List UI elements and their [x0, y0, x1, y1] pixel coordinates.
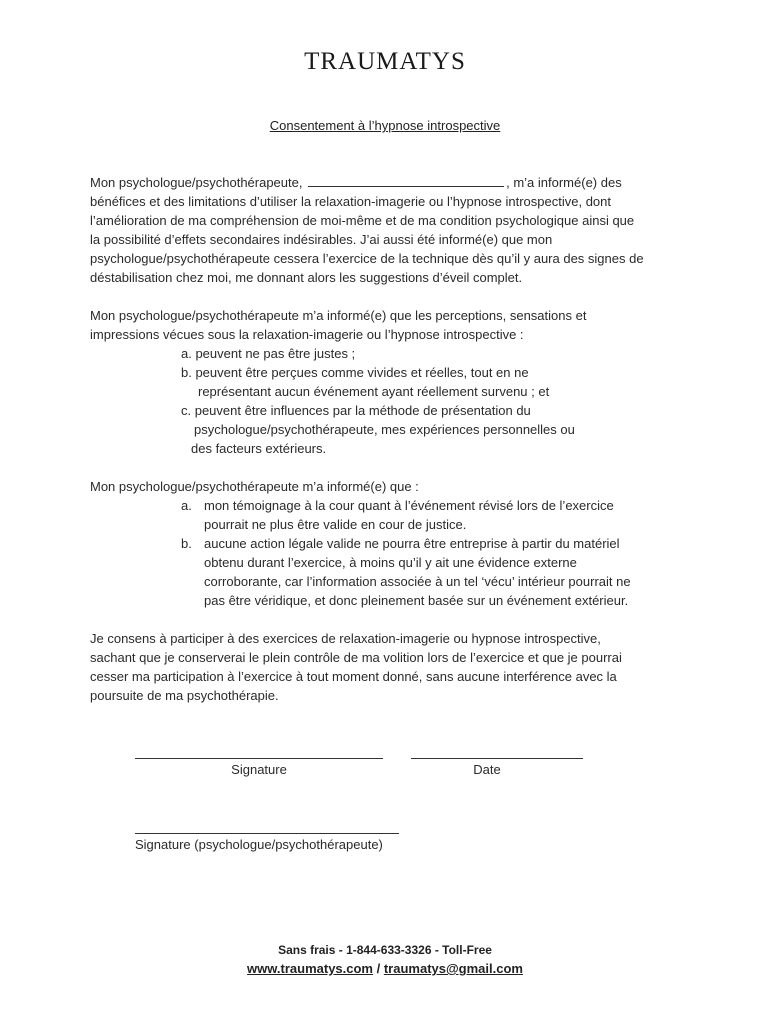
paragraph-line: cesser ma participation à l’exercice à tout moment donné, sans aucune interférence avec la [90, 669, 617, 684]
paragraph-line: l’amélioration de ma compréhension de moi-même et de ma condition psychologique ainsi que [90, 213, 635, 228]
date-label: Date [473, 762, 501, 777]
website-link[interactable]: www.traumatys.com [247, 961, 373, 976]
list-item: c. peuvent être influences par la méthode de présentation du [181, 403, 531, 418]
list-item: mon témoignage à la cour quant à l’événement révisé lors de l’exercice [204, 498, 614, 513]
paragraph-legal [90, 477, 690, 496]
paragraph-line: Mon psychologue/psychothérapeute m’a informé(e) que : [90, 479, 419, 494]
therapist-signature-label: Signature (psychologue/psychothérapeute) [135, 837, 383, 852]
list-item-continuation: des facteurs extérieurs. [191, 441, 327, 456]
paragraph-perceptions [90, 306, 690, 344]
signature-line[interactable] [135, 758, 383, 759]
document-title: TRAUMATYS [304, 48, 466, 75]
list-item-continuation: obtenu durant l’exercice, à moins qu’il y ait une évidence externe [204, 555, 577, 570]
list-item-continuation: pas être véridique, et donc pleinement basée sur un événement extérieur. [204, 593, 629, 608]
list-item-continuation: corroborante, car l’information associée à un tel ‘vécu’ intérieur pourrait ne [204, 574, 631, 589]
paragraph-therapist-info [90, 173, 690, 287]
paragraph-line: impressions vécues sous la relaxation-imagerie ou l’hypnose introspective : [90, 327, 524, 342]
paragraph-line: bénéfices et des limitations d’utiliser la relaxation-imagerie ou l’hypnose introspective, dont [90, 194, 611, 209]
footer-phone: Sans frais - 1-844-633-3326 - Toll-Free [278, 943, 492, 957]
list-marker: b. [181, 536, 192, 551]
paragraph-text: Mon psychologue/psychothérapeute, [90, 175, 303, 190]
paragraph-consent [90, 629, 690, 705]
list-item-continuation: représentant aucun événement ayant réellement survenu ; et [198, 384, 550, 399]
paragraph-line: psychologue/psychothérapeute cessera l’exercice de la technique dès qu’il y aura des signes de [90, 251, 644, 266]
list-marker: a. [181, 498, 192, 513]
therapist-name-blank[interactable] [308, 174, 504, 187]
list-item: aucune action légale valide ne pourra être entreprise à partir du matériel [204, 536, 620, 551]
document-subtitle: Consentement à l’hypnose introspective [269, 118, 501, 133]
list-item: a. peuvent ne pas être justes ; [181, 346, 356, 361]
list-item-continuation: psychologue/psychothérapeute, mes expériences personnelles ou [194, 422, 575, 437]
list-item-continuation: pourrait ne plus être valide en cour de justice. [204, 517, 467, 532]
paragraph-line [90, 173, 690, 192]
paragraph-line: Je consens à participer à des exercices de relaxation-imagerie ou hypnose introspective, [90, 631, 601, 646]
paragraph-line: poursuite de ma psychothérapie. [90, 688, 279, 703]
paragraph-line: Mon psychologue/psychothérapeute m’a informé(e) que les perceptions, sensations et [90, 308, 587, 323]
signature-label: Signature [231, 762, 287, 777]
paragraph-line: la possibilité d’effets secondaires indésirables. J’ai aussi été informé(e) que mon [90, 232, 553, 247]
paragraph-text: , m’a informé(e) des [506, 175, 622, 190]
email-link[interactable]: traumatys@gmail.com [383, 961, 523, 976]
footer-separator: / [373, 961, 384, 976]
list-item: b. peuvent être perçues comme vivides et réelles, tout en ne [181, 365, 529, 380]
therapist-signature-line[interactable] [135, 833, 399, 834]
footer-contact [0, 961, 770, 976]
date-line[interactable] [411, 758, 583, 759]
paragraph-line: sachant que je conserverai le plein contrôle de ma volition lors de l’exercice et que je pourrai [90, 650, 622, 665]
paragraph-line: déstabilisation chez moi, me donnant alors les suggestions d’éveil complet. [90, 270, 523, 285]
